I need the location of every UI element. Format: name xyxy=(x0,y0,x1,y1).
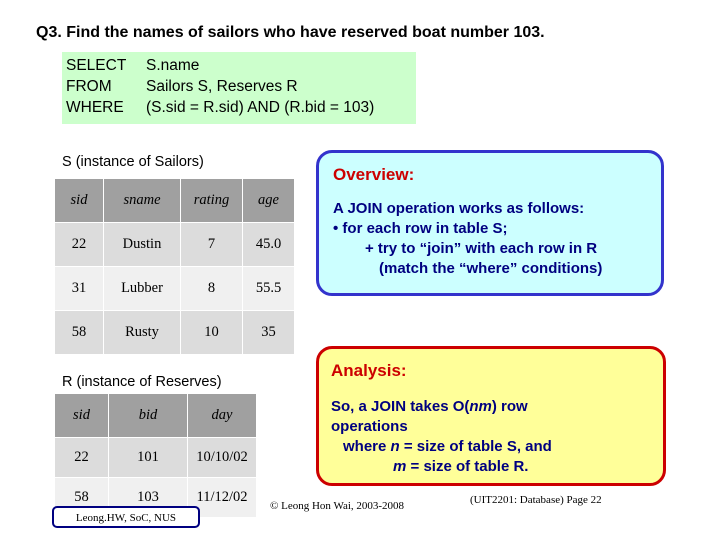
sql-clause: Sailors S, Reserves R xyxy=(146,78,298,95)
sql-from-line xyxy=(66,76,412,97)
sql-keyword: FROM xyxy=(66,78,112,95)
overview-body xyxy=(333,199,653,279)
column-header: day xyxy=(188,394,257,438)
table-cell: 22 xyxy=(55,438,109,478)
overview-title: Overview: xyxy=(333,165,415,184)
analysis-body xyxy=(331,397,661,477)
column-header: sid xyxy=(55,394,109,438)
math-var: m xyxy=(393,458,407,475)
table-row xyxy=(55,267,295,311)
analysis-box xyxy=(316,346,666,486)
analysis-line: where n = size of table S, and xyxy=(343,438,552,455)
table-row xyxy=(55,223,295,267)
sailors-table xyxy=(54,178,295,355)
table-cell: 10 xyxy=(181,311,243,355)
table-cell: 55.5 xyxy=(243,267,295,311)
sql-select-line xyxy=(66,55,412,76)
column-header: sname xyxy=(104,179,181,223)
table-cell: 103 xyxy=(109,478,188,518)
table-cell: Rusty xyxy=(104,311,181,355)
table-cell: 58 xyxy=(55,478,109,518)
analysis-title: Analysis: xyxy=(331,361,407,380)
table-cell: 10/10/02 xyxy=(188,438,257,478)
table-cell: Lubber xyxy=(104,267,181,311)
table-cell: 101 xyxy=(109,438,188,478)
table-row xyxy=(55,438,257,478)
table-cell: 31 xyxy=(55,267,104,311)
sql-keyword: WHERE xyxy=(66,99,124,116)
reserves-table xyxy=(54,393,257,518)
analysis-line: m = size of table R. xyxy=(393,458,529,475)
analysis-line: So, a JOIN takes O(nm) row xyxy=(331,398,528,415)
question-title: Q3. Find the names of sailors who have reserved boat number 103. xyxy=(36,24,545,41)
table-r-caption: R (instance of Reserves) xyxy=(62,374,222,390)
overview-line: • for each row in table S; xyxy=(333,220,508,237)
table-cell: 45.0 xyxy=(243,223,295,267)
table-cell: 7 xyxy=(181,223,243,267)
math-var: n xyxy=(390,438,400,455)
table-cell: 11/12/02 xyxy=(188,478,257,518)
column-header: sid xyxy=(55,179,104,223)
table-s-caption: S (instance of Sailors) xyxy=(62,154,204,170)
sql-where-line xyxy=(66,97,412,118)
overview-line: A JOIN operation works as follows: xyxy=(333,200,585,217)
table-cell: 22 xyxy=(55,223,104,267)
column-header: age xyxy=(243,179,295,223)
footer-author: Leong.HW, SoC, NUS xyxy=(52,506,200,528)
sql-clause: (S.sid = R.sid) AND (R.bid = 103) xyxy=(146,99,375,116)
table-cell: Dustin xyxy=(104,223,181,267)
column-header: rating xyxy=(181,179,243,223)
table-cell: 8 xyxy=(181,267,243,311)
sql-query-box xyxy=(62,52,416,124)
overview-box xyxy=(316,150,664,296)
sql-clause: S.name xyxy=(146,57,200,74)
math-var: nm xyxy=(469,398,492,415)
analysis-line: operations xyxy=(331,418,408,435)
table-cell: 58 xyxy=(55,311,104,355)
table-header-row xyxy=(55,394,257,438)
sql-keyword: SELECT xyxy=(66,57,127,74)
overview-line: (match the “where” conditions) xyxy=(379,260,603,277)
footer-page-number: (UIT2201: Database) Page 22 xyxy=(470,494,602,506)
footer-copyright: © Leong Hon Wai, 2003-2008 xyxy=(270,500,405,512)
table-row xyxy=(55,311,295,355)
table-cell: 35 xyxy=(243,311,295,355)
column-header: bid xyxy=(109,394,188,438)
table-header-row xyxy=(55,179,295,223)
overview-line: + try to “join” with each row in R xyxy=(365,240,598,257)
